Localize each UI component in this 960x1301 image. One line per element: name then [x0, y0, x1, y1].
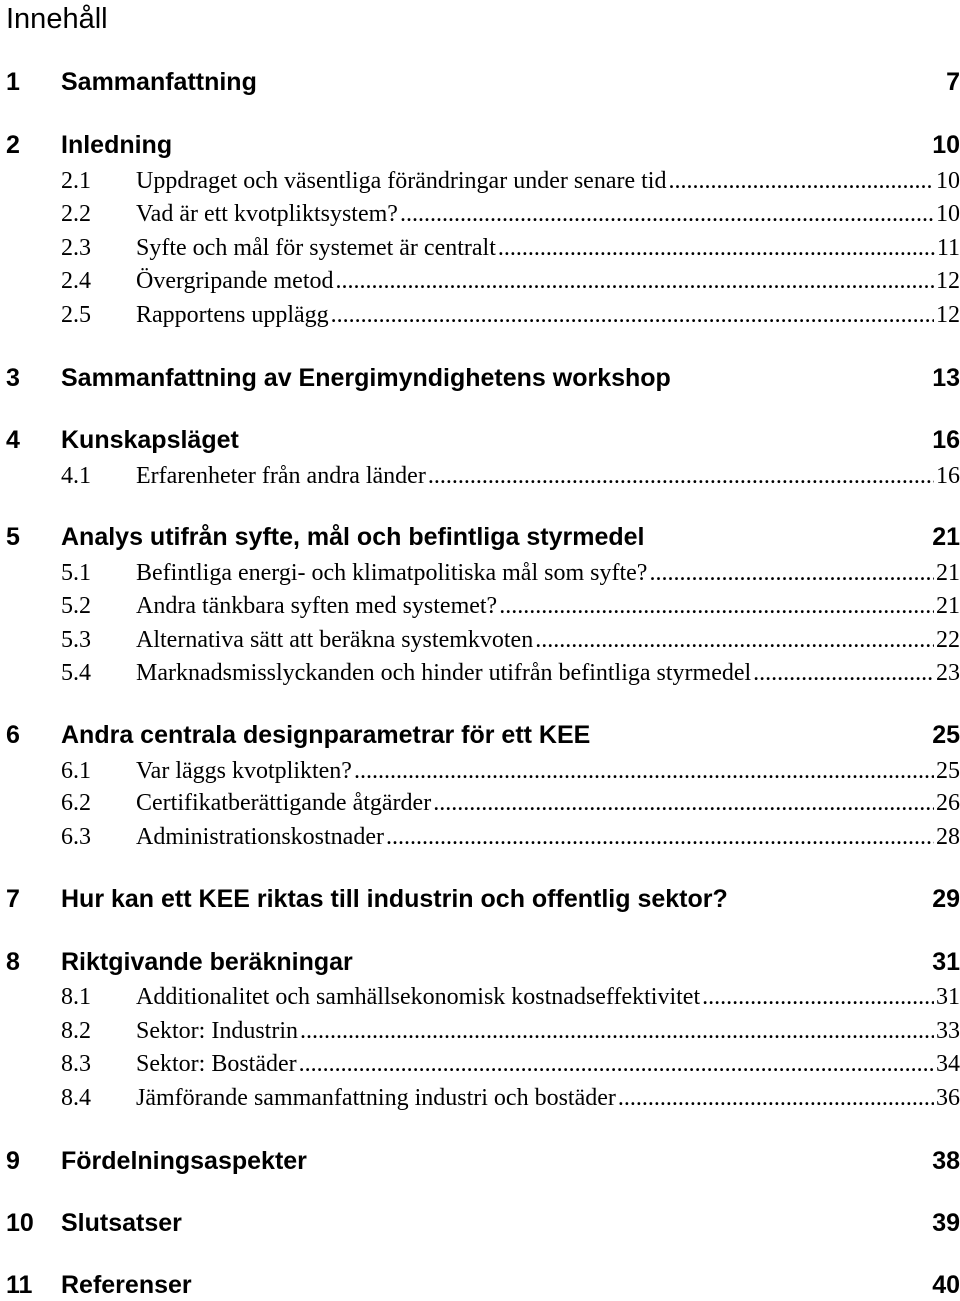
section-page: 36: [936, 1085, 960, 1111]
chapter-page: 29: [932, 885, 960, 913]
chapter-number: 3: [6, 364, 20, 392]
toc-section-5-2[interactable]: [0, 590, 960, 622]
section-page: 31: [936, 984, 960, 1010]
toc-chapter-4[interactable]: [0, 424, 960, 456]
section-title: Administrationskostnader: [136, 824, 384, 850]
chapter-number: 1: [6, 68, 20, 96]
chapter-number: 4: [6, 426, 20, 454]
chapter-page: 16: [932, 426, 960, 454]
chapter-title: Sammanfattning av Energimyndighetens workshop: [61, 364, 671, 392]
section-page: 10: [936, 168, 960, 194]
chapter-title: Slutsatser: [61, 1209, 182, 1237]
chapter-title: Inledning: [61, 131, 173, 159]
section-page: 12: [936, 268, 960, 294]
toc-chapter-10[interactable]: [0, 1207, 960, 1239]
toc-section-5-1[interactable]: [0, 557, 960, 589]
toc-section-2-4[interactable]: [0, 265, 960, 297]
section-number: 8.3: [61, 1051, 91, 1077]
section-title: Rapportens upplägg: [136, 302, 329, 328]
section-number: 6.3: [61, 824, 91, 850]
dot-leader: [649, 557, 934, 589]
section-number: 2.2: [61, 201, 91, 227]
dot-leader: [433, 787, 934, 819]
toc-chapter-8[interactable]: [0, 946, 960, 978]
section-title: Sektor: Bostäder: [136, 1051, 297, 1077]
chapter-title: Andra centrala designparametrar för ett KEE: [61, 721, 591, 749]
toc-chapter-2[interactable]: [0, 129, 960, 161]
section-title: Befintliga energi- och klimatpolitiska mål som syfte?: [136, 560, 648, 586]
chapter-title: Hur kan ett KEE riktas till industrin och offentlig sektor?: [61, 885, 728, 913]
section-title: Sektor: Industrin: [136, 1018, 298, 1044]
section-title: Syfte och mål för systemet är centralt: [136, 235, 496, 261]
toc-section-8-4[interactable]: [0, 1082, 960, 1114]
section-number: 8.4: [61, 1085, 91, 1111]
chapter-title: Analys utifrån syfte, mål och befintliga styrmedel: [61, 523, 645, 551]
toc-chapter-7[interactable]: [0, 883, 960, 915]
dot-leader: [668, 165, 934, 197]
chapter-page: 31: [932, 948, 960, 976]
section-number: 2.3: [61, 235, 91, 261]
toc-section-8-1[interactable]: [0, 981, 960, 1013]
section-number: 5.3: [61, 627, 91, 653]
section-page: 33: [936, 1018, 960, 1044]
section-title: Marknadsmisslyckanden och hinder utifrån befintliga styrmedel: [136, 660, 752, 686]
toc-chapter-3[interactable]: [0, 362, 960, 394]
section-page: 23: [936, 660, 960, 686]
chapter-number: 9: [6, 1147, 20, 1175]
toc-section-2-5[interactable]: [0, 299, 960, 331]
dot-leader: [331, 299, 934, 331]
section-title: Var läggs kvotplikten?: [136, 758, 352, 784]
section-title: Certifikatberättigande åtgärder: [136, 790, 432, 816]
chapter-page: 25: [932, 721, 960, 749]
section-number: 6.2: [61, 790, 91, 816]
chapter-title: Riktgivande beräkningar: [61, 948, 353, 976]
dot-leader: [702, 981, 934, 1013]
chapter-number: 7: [6, 885, 20, 913]
section-title: Vad är ett kvotpliktsystem?: [136, 201, 398, 227]
section-number: 6.1: [61, 758, 91, 784]
section-title: Andra tänkbara syften med systemet?: [136, 593, 498, 619]
toc-section-6-2[interactable]: [0, 787, 960, 819]
section-page: 26: [936, 790, 960, 816]
chapter-number: 2: [6, 131, 20, 159]
toc-section-8-2[interactable]: [0, 1015, 960, 1047]
toc-section-8-3[interactable]: [0, 1048, 960, 1080]
toc-section-6-1[interactable]: [0, 755, 960, 787]
section-number: 2.5: [61, 302, 91, 328]
section-number: 5.4: [61, 660, 91, 686]
section-page: 12: [936, 302, 960, 328]
section-number: 5.1: [61, 560, 91, 586]
chapter-title: Sammanfattning: [61, 68, 257, 96]
section-number: 8.2: [61, 1018, 91, 1044]
toc-chapter-11[interactable]: [0, 1269, 960, 1301]
section-title: Alternativa sätt att beräkna systemkvoten: [136, 627, 534, 653]
chapter-number: 5: [6, 523, 20, 551]
section-number: 2.1: [61, 168, 91, 194]
toc-chapter-5[interactable]: [0, 521, 960, 553]
dot-leader: [535, 624, 934, 656]
section-title: Övergripande metod: [136, 268, 334, 294]
toc-section-6-3[interactable]: [0, 821, 960, 853]
section-title: Erfarenheter från andra länder: [136, 463, 426, 489]
dot-leader: [386, 821, 934, 853]
toc-section-5-4[interactable]: [0, 657, 960, 689]
dot-leader: [618, 1082, 934, 1114]
toc-chapter-1[interactable]: [0, 66, 960, 98]
section-title: Additionalitet och samhällsekonomisk kostnadseffektivitet: [136, 984, 701, 1010]
chapter-page: 13: [932, 364, 960, 392]
chapter-page: 38: [932, 1147, 960, 1175]
chapter-number: 10: [6, 1209, 34, 1237]
section-page: 25: [936, 758, 960, 784]
section-page: 11: [936, 235, 960, 261]
chapter-title: Fördelningsaspekter: [61, 1147, 307, 1175]
dot-leader: [336, 265, 935, 297]
toc-section-5-3[interactable]: [0, 624, 960, 656]
chapter-page: 39: [932, 1209, 960, 1237]
toc-section-2-3[interactable]: [0, 232, 960, 264]
section-page: 28: [936, 824, 960, 850]
section-title: Jämförande sammanfattning industri och bostäder: [136, 1085, 616, 1111]
chapter-title: Referenser: [61, 1271, 192, 1299]
toc-section-2-1[interactable]: [0, 165, 960, 197]
toc-section-2-2[interactable]: [0, 198, 960, 230]
dot-leader: [753, 657, 934, 689]
chapter-title: Kunskapsläget: [61, 426, 239, 454]
section-page: 21: [936, 593, 960, 619]
chapter-number: 11: [6, 1271, 33, 1299]
dot-leader: [428, 460, 934, 492]
dot-leader: [299, 1048, 934, 1080]
chapter-page: 40: [932, 1271, 960, 1299]
toc-heading: Innehåll: [6, 3, 108, 35]
section-page: 10: [936, 201, 960, 227]
chapter-number: 6: [6, 721, 20, 749]
section-number: 2.4: [61, 268, 91, 294]
section-page: 22: [936, 627, 960, 653]
chapter-number: 8: [6, 948, 20, 976]
toc-chapter-6[interactable]: [0, 719, 960, 751]
section-number: 5.2: [61, 593, 91, 619]
section-number: 8.1: [61, 984, 91, 1010]
section-title: Uppdraget och väsentliga förändringar under senare tid: [136, 168, 667, 194]
section-page: 16: [936, 463, 960, 489]
dot-leader: [354, 755, 934, 787]
section-page: 21: [936, 560, 960, 586]
dot-leader: [300, 1015, 934, 1047]
dot-leader: [499, 590, 934, 622]
toc-section-4-1[interactable]: [0, 460, 960, 492]
chapter-page: 7: [946, 68, 960, 96]
dot-leader: [400, 198, 934, 230]
section-number: 4.1: [61, 463, 91, 489]
chapter-page: 21: [932, 523, 960, 551]
toc-chapter-9[interactable]: [0, 1145, 960, 1177]
dot-leader: [498, 232, 935, 264]
section-page: 34: [936, 1051, 960, 1077]
chapter-page: 10: [932, 131, 960, 159]
